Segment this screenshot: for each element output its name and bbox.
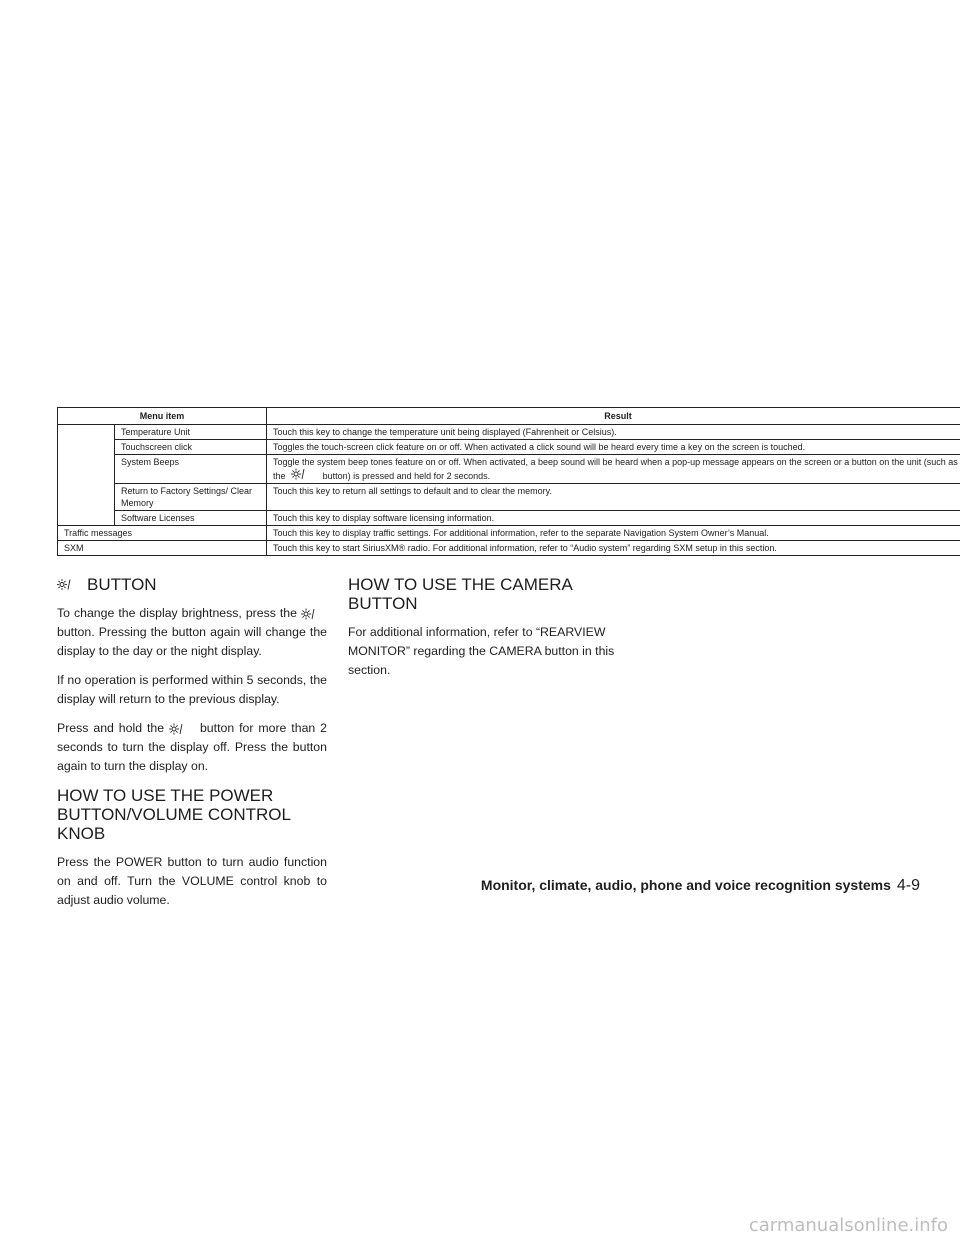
heading-text: BUTTON [87,575,157,594]
brightness-day-night-icon [169,723,195,735]
paragraph-text: button. Pressing the button again will change the display to the day or the night display. [57,625,327,658]
result-cell: Touch this key to start SiriusXM® radio. For additional information, refer to “Audio system” regarding SXM setup in this section. [267,541,960,556]
result-text-a: Toggle the system beep tones feature on or off. When activated, a beep sound will be heard when a pop-up message appears on the screen or a button on the unit (such as the [273,457,958,481]
right-column [348,575,618,690]
result-text-b: button) is pressed and held for 2 seconds. [322,471,491,481]
result-cell: Touch this key to display traffic settings. For additional information, refer to the separate Navigation System Owner’s Manual. [267,526,960,541]
table-row [58,541,960,556]
paragraph [57,604,327,661]
page-footer [460,877,920,895]
paragraph-text: Press and hold the [57,721,165,735]
table-row [58,526,960,541]
table-row [58,455,960,484]
watermark: carmanualsonline.info [748,1215,948,1236]
result-cell: Touch this key to display software licensing information. [267,511,960,526]
result-cell: Toggles the touch-screen click feature on or off. When activated a click sound will be heard every time a key on the screen is touched. [267,440,960,455]
paragraph-text: button for more than 2 seconds to turn the display off. Press the button again to turn the display on. [57,721,328,773]
brightness-day-night-icon [291,468,317,480]
power-volume-heading: HOW TO USE THE POWER BUTTON/VOLUME CONTROL KNOB [57,786,291,843]
menu-item-cell: System Beeps [115,455,267,484]
settings-menu-table [57,407,960,556]
table-header-row [58,408,960,425]
header-result: Result [267,408,960,425]
paragraph-text: To change the display brightness, press the [57,606,297,620]
table-row [58,511,960,526]
indent-cell [58,425,115,526]
section-title: Monitor, climate, audio, phone and voice recognition systems [480,877,891,893]
menu-item-cell: Temperature Unit [115,425,267,440]
page-number: 4-9 [896,877,920,894]
paragraph: Press the POWER button to turn audio function on and off. Turn the VOLUME control knob to adjust audio volume. [57,855,327,907]
brightness-button-heading [57,575,327,594]
brightness-day-night-icon [57,578,83,591]
menu-item-cell: SXM [58,541,267,556]
paragraph: If no operation is performed within 5 seconds, the display will return to the previous display. [57,673,327,706]
result-cell [267,455,960,484]
paragraph: For additional information, refer to “REARVIEW MONITOR” regarding the CAMERA button in this section. [348,625,615,677]
table-row [58,484,960,511]
camera-button-heading: HOW TO USE THE CAMERA BUTTON [348,575,572,613]
menu-item-cell: Software Licenses [115,511,267,526]
brightness-day-night-icon [301,608,327,620]
paragraph [57,719,327,776]
result-cell: Touch this key to return all settings to default and to clear the memory. [267,484,960,511]
menu-item-cell: Traffic messages [58,526,267,541]
result-cell: Touch this key to change the temperature unit being displayed (Fahrenheit or Celsius). [267,425,960,440]
menu-item-cell: Return to Factory Settings/ Clear Memory [115,484,267,511]
header-menu-item: Menu item [58,408,267,425]
table-row [58,440,960,455]
table-row [58,425,960,440]
left-column [57,575,327,920]
menu-item-cell: Touchscreen click [115,440,267,455]
